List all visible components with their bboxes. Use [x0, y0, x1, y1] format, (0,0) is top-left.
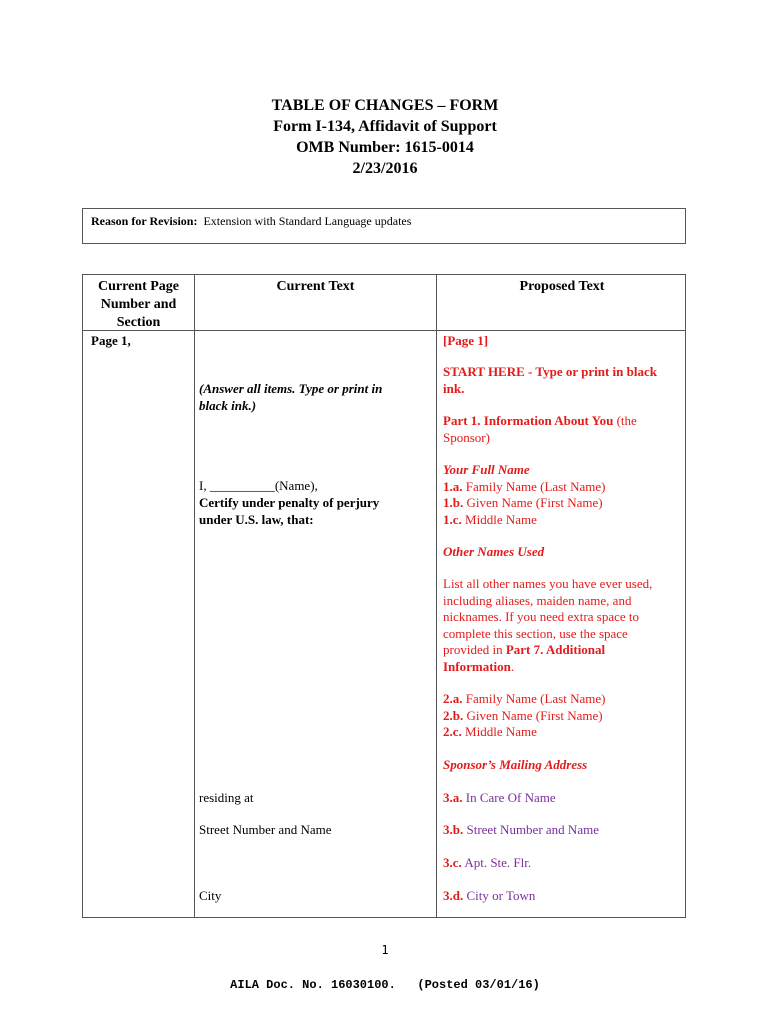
column-header-current-text: Current Text	[276, 279, 355, 294]
reason-label: Reason for Revision:	[91, 214, 198, 228]
column-header-section: Current Page Number and Section	[98, 279, 179, 330]
proposed-field-3a: 3.a. In Care Of Name	[443, 790, 556, 805]
title-line: TABLE OF CHANGES – FORM	[271, 97, 499, 114]
proposed-other-names-heading: Other Names Used	[443, 544, 545, 559]
column-header-proposed-text: Proposed Text	[519, 279, 605, 294]
proposed-part1-heading: Part 1. Information About You (the Sponsor)	[443, 413, 637, 445]
current-instructions: (Answer all items. Type or print in black ink.)	[199, 381, 383, 413]
form-name: Form I-134, Affidavit of Support	[273, 118, 497, 135]
page-number: 1	[381, 943, 389, 957]
row-section-label: Page 1,	[91, 333, 131, 348]
reason-text: Extension with Standard Language updates	[203, 214, 412, 228]
changes-table	[82, 274, 686, 918]
reason-for-revision-box	[82, 208, 686, 244]
current-certify: Certify under penalty of perjury under U.S. law, that:	[199, 495, 380, 527]
proposed-field-3c: 3.c. Apt. Ste. Flr.	[443, 855, 532, 870]
proposed-start-here: START HERE - Type or print in black ink.	[443, 364, 657, 396]
proposed-field-3d: 3.d. City or Town	[443, 888, 536, 903]
current-street: Street Number and Name	[199, 822, 332, 837]
document-date: 2/23/2016	[352, 160, 418, 177]
proposed-full-name-block: Your Full Name 1.a. Family Name (Last Name) 1.b. Given Name (First Name) 1.c. Middle Name	[443, 462, 606, 527]
current-city: City	[199, 888, 222, 903]
document-footer: AILA Doc. No. 16030100. (Posted 03/01/16)	[230, 978, 540, 992]
column-divider	[194, 275, 195, 917]
current-name-line: I, __________(Name),	[199, 478, 318, 493]
proposed-other-names-fields: 2.a. Family Name (Last Name) 2.b. Given Name (First Name) 2.c. Middle Name	[443, 691, 606, 739]
proposed-mailing-heading: Sponsor’s Mailing Address	[443, 757, 588, 772]
omb-number: OMB Number: 1615-0014	[296, 139, 474, 156]
proposed-page-label: [Page 1]	[443, 333, 489, 348]
column-divider	[436, 275, 437, 917]
proposed-field-3b: 3.b. Street Number and Name	[443, 822, 599, 837]
proposed-other-names-text: List all other names you have ever used, including aliases, maiden name, and nicknames. If you need extra space to complete this section, use the space provided in Part 7. Additional Information.	[443, 576, 653, 674]
document-title-block	[0, 95, 770, 179]
current-residing-at: residing at	[199, 790, 254, 805]
